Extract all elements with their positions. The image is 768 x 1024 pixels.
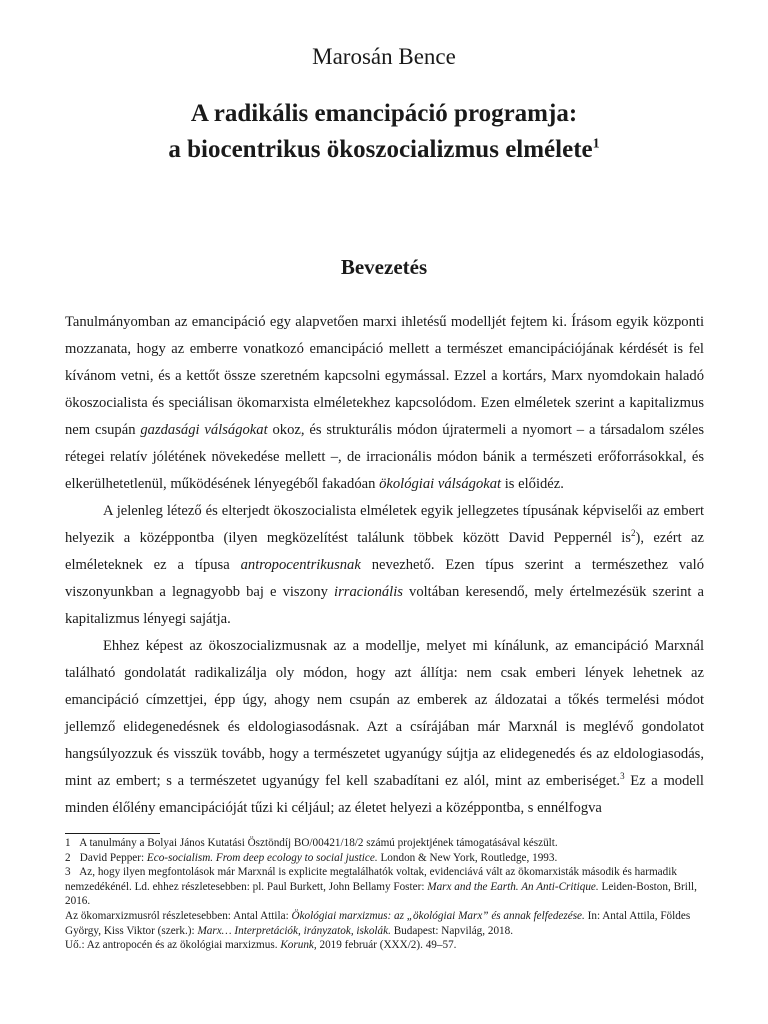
footnote-4-text-a: Az ökomarxizmusról részletesebben: Antal Attila:	[65, 909, 292, 922]
footnote-2-book-title: Eco-socialism. From deep ecology to social justice.	[146, 851, 378, 864]
p2-text-a: A jelenleg létező és elterjedt ökoszocialista elméletek egyik jellegzetes típusának képviselői az embert helyezik a középpontba (ilyen megközelítést találunk többek között David Peppernél is	[65, 503, 704, 546]
footnote-1-text: A tanulmány a Bolyai János Kutatási Ösztöndíj BO/00421/18/2 számú projektjének támogatásával készült.	[79, 837, 558, 849]
footnote-4-text-b: In: Antal Attila, Földes György, Kiss Viktor (szerk.):	[65, 909, 691, 937]
p1-text-a: Tanulmányomban az emancipáció egy alapvetően marxi ihletésű modelljét fejtem ki. Írásom egyik központi mozzanata, hogy az emberre vonatkozó emancipáció mellett a természet emancipációjának kérdését is fel kívánom vetni, és a kettőt össze szeretném kapcsolni egymással. Ezzel a kortárs, Marx nyomdokain haladó ökoszocialista és speciálisan ökomarxista elméletekhez kapcsolódom. Ezen elméletek szerint a kapitalizmus nem csupán	[65, 314, 704, 438]
footnote-2-text-b: London & New York, Routledge, 1993.	[377, 851, 558, 864]
p3-text-b: Ez a modell minden élőlény emancipációját tűzi ki céljául; az életet helyezi a középpontba, s ennélfogva	[65, 773, 704, 816]
footnote-2	[65, 851, 704, 866]
footnote-marker-2: 2	[631, 528, 636, 539]
footnote-1-number: 1	[65, 837, 71, 849]
footnote-3-book-title: Marx and the Earth. An Anti-Critique.	[427, 880, 599, 893]
paragraph-3	[65, 633, 704, 822]
footnote-2-text-a: David Pepper:	[79, 851, 147, 864]
title-line-1: A radikális emancipáció programja:	[190, 100, 578, 127]
footnote-2-number: 2	[65, 851, 71, 864]
author-name: Marosán Bence	[312, 44, 456, 69]
footnote-divider	[65, 833, 160, 834]
title-footnote-marker: 1	[592, 136, 600, 152]
p3-text-a: Ehhez képest az ökoszocializmusnak az a modellje, melyet mi kínálunk, az emancipáció Marxnál található gondolatát radikalizálja oly módon, hogy azt állítja: nem csak emberi lények lehetnek az emancipáció címzettjei, épp úgy, ahogy nem csupán az emberek az áldozatai a tőkés termelési módot jellemző elidegenedésnek és eldologiasodásnak. Azt a csírájában már Marxnál is meglévő gondolatot hangsúlyozzuk és visszük tovább, hogy a természetet ugyanúgy sújtja az elidegenedés és az eldologiasodás, mint az embert; s a természetet ugyanúgy fel kell szabadítani ez alól, mint az emberiséget.	[65, 638, 704, 789]
footnote-3-number: 3	[65, 866, 71, 879]
body-text	[65, 309, 704, 822]
footnote-5-journal: Korunk,	[280, 939, 317, 952]
title-line-2: a biocentrikus ökoszocializmus elmélete	[168, 136, 593, 163]
p2-text-d: voltában keresendő, mely értelmezésük szerint a kapitalizmus lényegi sajátja.	[65, 584, 704, 627]
section-heading: Bevezetés	[340, 255, 428, 279]
p2-text-b: ), ezért az elméleteknek ez a típusa	[65, 530, 705, 573]
footnote-3-continued-b	[65, 938, 704, 953]
footnotes	[65, 836, 704, 953]
p2-text-c: nevezhető. Ezen típus szerint a természethez való viszonyunkban a legnagyobb baj e viszony	[65, 557, 704, 600]
paragraph-1	[65, 309, 704, 498]
p1-emph-a: gazdasági válságokat	[140, 422, 268, 438]
footnote-5-text-a: Uő.: Az antropocén és az ökológiai marxizmus.	[65, 939, 281, 952]
p1-emph-b: ökológiai válságokat	[379, 476, 502, 492]
paragraph-2	[65, 498, 704, 633]
p2-emph-a: antropocentrikusnak	[240, 557, 361, 573]
footnote-3-continued-a	[65, 909, 704, 938]
footnote-marker-3: 3	[620, 771, 625, 782]
article-title	[0, 96, 768, 168]
footnote-4-book-title: Marx… Interpretációk, irányzatok, iskolák.	[197, 924, 391, 937]
footnote-4-article-title: Ökológiai marxizmus: az „ökológiai Marx” és annak felfedezése.	[291, 909, 585, 922]
p2-emph-b: irracionális	[334, 584, 403, 600]
footnote-1	[65, 836, 704, 851]
footnote-5-text-b: 2019 február (XXX/2). 49–57.	[316, 939, 457, 952]
footnote-4-text-c: Budapest: Napvilág, 2018.	[390, 924, 514, 937]
p1-text-b: okoz, és strukturális módon újratermeli a nyomort – a társadalom széles rétegei relatív jólétének növekedése mellett –, de irracionális módon bánik a természeti erőforrásokkal, és elkerülhetetlenül, működésének lényegéből fakadóan	[65, 422, 704, 492]
footnote-3-text-b: Leiden-Boston, Brill, 2016.	[65, 880, 697, 908]
p1-text-c: is előidéz.	[501, 476, 564, 492]
footnote-3-text-a: Az, hogy ilyen megfontolások már Marxnál is explicite megtalálhatók voltak, evidenciává vált az ökomarxisták második és harmadik nemzedékénél. Ld. ehhez részletesebben: pl. Paul Burkett, John Bellamy Foster:	[65, 866, 677, 893]
footnote-3	[65, 865, 704, 909]
